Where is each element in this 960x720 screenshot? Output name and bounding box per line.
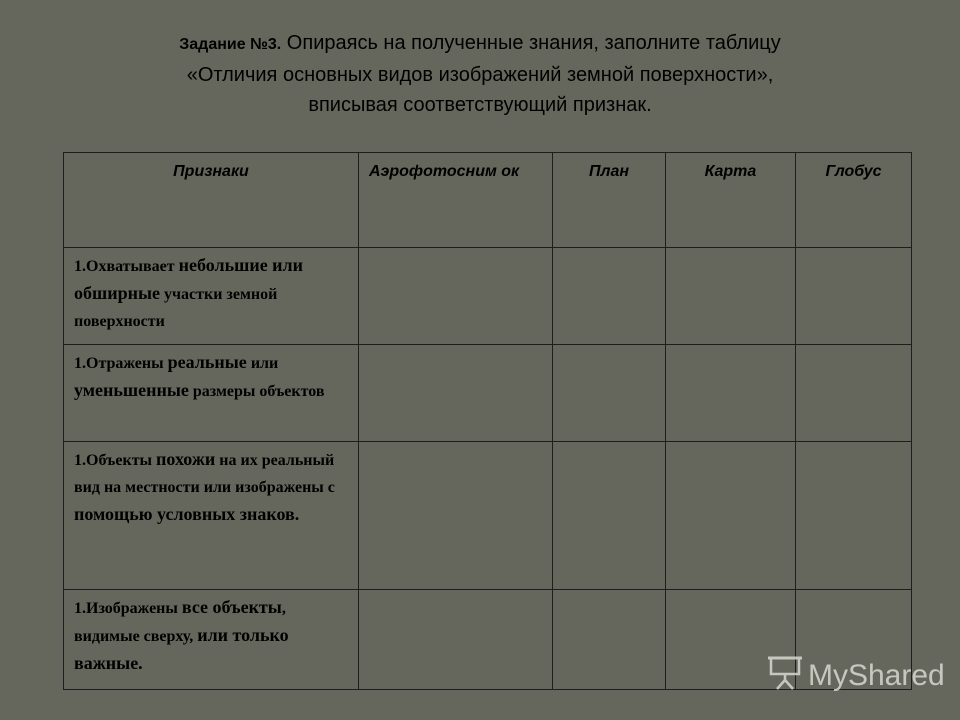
feature-text: 1.Охватывает bbox=[74, 258, 179, 275]
globe-cell[interactable] bbox=[796, 442, 912, 590]
heading-line-3: вписывая соответствующий признак. bbox=[308, 94, 652, 116]
plan-cell[interactable] bbox=[553, 590, 666, 690]
table-header-row bbox=[64, 153, 912, 248]
feature-text: 1.Отражены bbox=[74, 355, 168, 372]
aerial-photo-cell[interactable] bbox=[359, 345, 553, 442]
globe-cell[interactable] bbox=[796, 248, 912, 345]
feature-cell bbox=[64, 345, 359, 442]
plan-cell[interactable] bbox=[553, 248, 666, 345]
plan-cell[interactable] bbox=[553, 345, 666, 442]
feature-cell bbox=[64, 442, 359, 590]
feature-text: уменьшенные bbox=[74, 380, 189, 400]
header-aerial-photo: Аэрофотосним ок bbox=[359, 153, 553, 248]
heading-line-2: «Отличия основных видов изображений земной поверхности», bbox=[186, 64, 774, 86]
header-plan: План bbox=[553, 153, 666, 248]
aerial-photo-cell[interactable] bbox=[359, 248, 553, 345]
feature-text: , видимые сверху, bbox=[74, 600, 286, 645]
table-row bbox=[64, 345, 912, 442]
task-number-label: Задание №3. bbox=[179, 36, 282, 53]
feature-text: на их реальный вид на местности или изображены с bbox=[74, 452, 335, 496]
feature-text: небольшие или обширные bbox=[74, 255, 304, 303]
feature-cell bbox=[64, 248, 359, 345]
aerial-photo-cell[interactable] bbox=[359, 442, 553, 590]
feature-text: или только важные. bbox=[74, 625, 289, 673]
presentation-board-icon bbox=[768, 654, 808, 698]
feature-text: 1.Объекты bbox=[74, 452, 157, 469]
feature-text: реальные bbox=[167, 352, 247, 372]
header-globe: Глобус bbox=[796, 153, 912, 248]
plan-cell[interactable] bbox=[553, 442, 666, 590]
feature-cell bbox=[64, 590, 359, 690]
task-heading bbox=[60, 28, 900, 120]
feature-text: участки земной поверхности bbox=[74, 286, 278, 330]
feature-text: 1.Изображены bbox=[74, 600, 182, 617]
map-cell[interactable] bbox=[666, 442, 796, 590]
feature-text: размеры объектов bbox=[188, 383, 325, 400]
aerial-photo-cell[interactable] bbox=[359, 590, 553, 690]
feature-text: все объекты bbox=[181, 597, 282, 617]
feature-text: помощью условных знаков. bbox=[74, 504, 300, 524]
watermark-text: MyShared bbox=[808, 659, 945, 692]
table-row bbox=[64, 248, 912, 345]
heading-line-1 bbox=[60, 28, 900, 60]
watermark-logo bbox=[768, 654, 945, 698]
feature-text: похожи bbox=[156, 449, 216, 469]
globe-cell[interactable] bbox=[796, 345, 912, 442]
comparison-table bbox=[63, 152, 912, 690]
table-row bbox=[64, 442, 912, 590]
feature-text: или bbox=[246, 355, 279, 372]
header-features: Признаки bbox=[64, 153, 359, 248]
map-cell[interactable] bbox=[666, 345, 796, 442]
header-map: Карта bbox=[666, 153, 796, 248]
map-cell[interactable] bbox=[666, 248, 796, 345]
heading-line-1-text: Опираясь на полученные знания, заполните таблицу bbox=[281, 32, 781, 54]
